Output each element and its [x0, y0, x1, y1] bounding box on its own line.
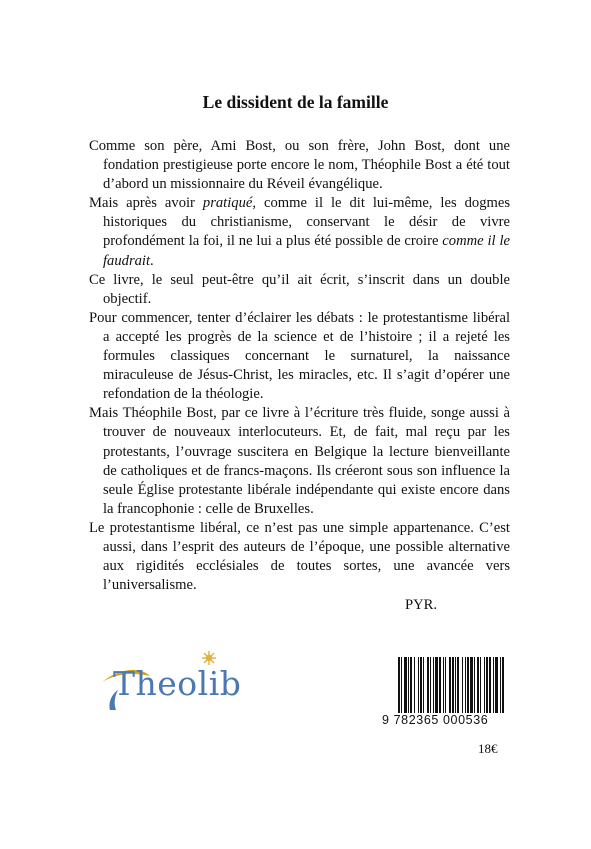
- barcode-bar: [502, 657, 504, 713]
- barcode-bar: [484, 657, 485, 713]
- paragraph: [89, 519, 510, 595]
- barcode-bar: [474, 657, 475, 713]
- text-run: Mais après avoir: [89, 195, 203, 212]
- barcode-icon: [396, 657, 512, 713]
- barcode-bar: [414, 657, 415, 713]
- barcode-bar: [486, 657, 488, 713]
- barcode-bar: [489, 657, 491, 713]
- text-run: Le protestantisme libéral, ce n’est pas une simple appartenance. C’est aussi, dans l’esprit des auteurs de l’époque, une possible alternative aux rigidités ecclésiales de toutes sortes, une avancée vers l’universalisme.: [89, 519, 510, 594]
- text-run: Pour commencer, tenter d’éclairer les débats : le protestantisme libéral a accepté les progrès de la science et de l’histoire ; il a rejeté les formules classiques concernant le surnaturel, la naissance miraculeuse de Jésus-Christ, les miracles, etc. Il s’agit d’opérer une refondation de la théologie.: [89, 309, 510, 403]
- text-run: Ce livre, le seul peut-être qu’il ait écrit, s’inscrit dans un double objectif.: [89, 271, 510, 307]
- barcode-bar: [452, 657, 454, 713]
- paragraph: [89, 404, 510, 519]
- barcode-bar: [467, 657, 469, 713]
- barcode-bar: [470, 657, 473, 713]
- text-run: Comme son père, Ami Bost, ou son frère, John Bost, dont une fondation prestigieuse porte encore le nom, Théophile Bost a été tout d’abord un missionnaire du Réveil évangélique.: [89, 138, 510, 193]
- barcode-bar: [427, 657, 429, 713]
- italic-run: pratiqué: [202, 195, 253, 212]
- barcode-bar: [445, 657, 446, 713]
- barcode-bar: [420, 657, 422, 713]
- paragraph: [89, 194, 510, 270]
- page-title: Le dissident de la famille: [202, 92, 389, 112]
- barcode-bar: [465, 657, 466, 713]
- star-icon: [202, 651, 216, 665]
- barcode-bar: [495, 657, 498, 713]
- barcode-bar: [401, 657, 402, 713]
- barcode-bar: [462, 657, 463, 713]
- barcode-bar: [418, 657, 419, 713]
- barcode-bar: [433, 657, 434, 713]
- price-label: 18€: [478, 741, 498, 756]
- barcode-bar: [493, 657, 494, 713]
- barcode-bar: [435, 657, 438, 713]
- barcode-bar: [439, 657, 441, 713]
- paragraph: [89, 137, 510, 194]
- barcode-bar: [430, 657, 431, 713]
- text-run: .: [150, 252, 154, 269]
- barcode-bar: [398, 657, 400, 713]
- barcode-bar: [410, 657, 412, 713]
- barcode-bar: [477, 657, 479, 713]
- blurb-text: [89, 137, 510, 595]
- paragraph: [89, 309, 510, 404]
- italic-run: comme il le faudrait: [103, 233, 510, 269]
- barcode-bar: [443, 657, 444, 713]
- signature: PYR.: [405, 597, 438, 613]
- barcode-bar: [423, 657, 424, 713]
- barcode-bar: [457, 657, 459, 713]
- publisher-logo: [92, 650, 252, 720]
- paragraph: [89, 271, 510, 309]
- text-run: Mais Théophile Bost, par ce livre à l’écriture très fluide, songe aussi à trouver de nouveaux interlocuteurs. Et, de fait, mal reçu par les protestants, l’ouvrage suscitera en Belgique la lecture bienveillante de catholiques et de francs-maçons. Ils créeront sous son influence la seule Église protestante libérale indépendante qui existe encore dans la francophonie : celle de Bruxelles.: [89, 405, 510, 517]
- barcode-bar: [408, 657, 409, 713]
- barcode-bar: [500, 657, 501, 713]
- publisher-logo-text: Theolib: [113, 664, 242, 703]
- barcode-bar: [480, 657, 481, 713]
- barcode-digits: 9 782365 000536: [382, 713, 489, 727]
- barcode-bar: [449, 657, 451, 713]
- barcode-bar: [404, 657, 407, 713]
- text-run: , comme il le dit lui-même, les dogmes historiques du christianisme, conservant le désir de vivre profondément la foi, il ne lui a plus été possible de croire: [103, 195, 510, 250]
- barcode-bar: [455, 657, 456, 713]
